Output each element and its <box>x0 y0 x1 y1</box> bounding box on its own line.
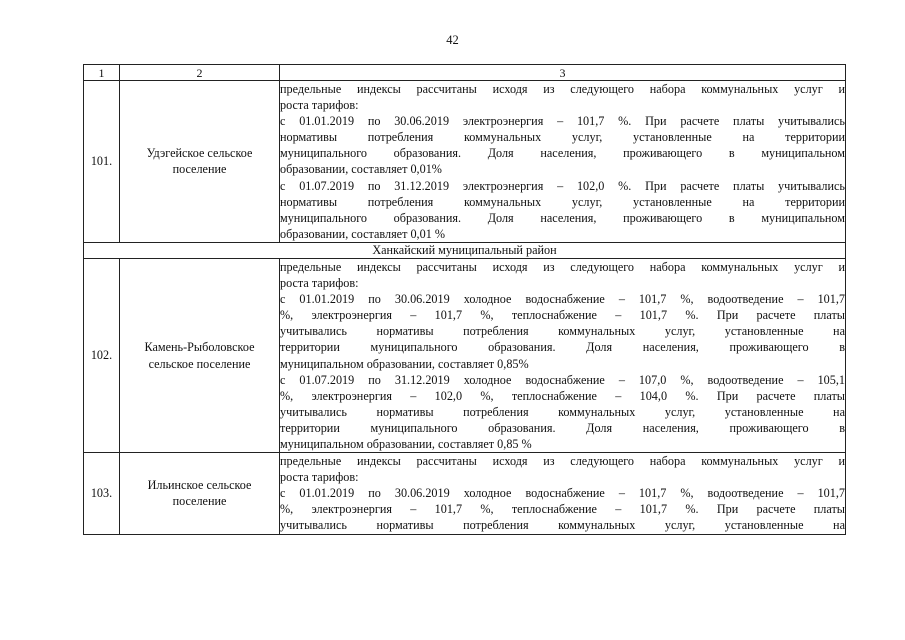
description-line: территории муниципального образования. Доля населения, проживающего в <box>280 420 845 435</box>
description-line: с 01.07.2019 по 31.12.2019 электроэнергия – 102,0 %. При расчете платы учитывались <box>280 178 845 193</box>
header-cell-2: 2 <box>120 65 280 81</box>
description-line: муниципального образования. Доля населения, проживающего в муниципальном <box>280 210 845 225</box>
district-name: Ханкайский муниципальный район <box>84 242 846 258</box>
settlement-name <box>120 258 280 452</box>
description-line: предельные индексы рассчитаны исходя из следующего набора коммунальных услуг и <box>280 82 845 96</box>
description-line: предельные индексы рассчитаны исходя из следующего набора коммунальных услуг и <box>280 454 845 469</box>
description-line: образовании, составляет 0,01% <box>280 162 442 177</box>
description-line: муниципального образования. Доля населения, проживающего в муниципальном <box>280 146 845 161</box>
description-line: нормативы потребления коммунальных услуг, установленные на территории <box>280 194 845 209</box>
settlement-name-line: сельское поселение <box>148 356 251 371</box>
settlement-name-line: Удэгейское сельское <box>146 146 253 161</box>
description-line: территории муниципального образования. Доля населения, проживающего в <box>280 340 845 355</box>
tariff-description <box>280 453 846 534</box>
description-line: образовании, составляет 0,01 % <box>280 226 445 241</box>
description-line: муниципальном образовании, составляет 0,85% <box>280 356 529 371</box>
district-row <box>84 242 846 258</box>
settlement-name-line: Камень-Рыболовское <box>144 340 255 355</box>
settlement-name <box>120 81 280 243</box>
description-line: с 01.01.2019 по 30.06.2019 холодное водоснабжение – 101,7 %, водоотведение – 101,7 <box>280 486 845 501</box>
tariff-description <box>280 81 846 243</box>
settlement-name-line: Ильинское сельское <box>147 478 252 493</box>
header-row <box>84 65 846 81</box>
settlement-name <box>120 453 280 534</box>
header-cell-3: 3 <box>280 65 846 81</box>
description-line: предельные индексы рассчитаны исходя из следующего набора коммунальных услуг и <box>280 259 845 274</box>
page-number: 42 <box>446 33 459 47</box>
description-line: %, электроэнергия – 101,7 %, теплоснабжение – 101,7 %. При расчете платы <box>280 502 845 517</box>
table-row <box>84 258 846 452</box>
description-line: роста тарифов: <box>280 276 359 291</box>
description-line: муниципальном образовании, составляет 0,85 % <box>280 436 532 451</box>
tariff-description <box>280 258 846 452</box>
description-line: учитывались нормативы потребления коммунальных услуг, установленные на <box>280 404 845 419</box>
table-body <box>84 65 846 535</box>
description-line: нормативы потребления коммунальных услуг, установленные на территории <box>280 130 845 145</box>
table-row <box>84 453 846 534</box>
description-line: роста тарифов: <box>280 98 359 113</box>
settlement-name-line: поселение <box>172 494 227 509</box>
settlement-name-line: поселение <box>172 162 227 177</box>
description-line: %, электроэнергия – 101,7 %, теплоснабжение – 101,7 %. При расчете платы <box>280 308 845 323</box>
description-line: роста тарифов: <box>280 470 359 485</box>
row-number: 101. <box>84 81 120 243</box>
row-number: 103. <box>84 453 120 534</box>
description-line: %, электроэнергия – 102,0 %, теплоснабжение – 104,0 %. При расчете платы <box>280 388 845 403</box>
table-row <box>84 81 846 243</box>
description-line: учитывались нормативы потребления коммунальных услуг, установленные на <box>280 518 845 533</box>
description-line: с 01.01.2019 по 30.06.2019 холодное водоснабжение – 101,7 %, водоотведение – 101,7 <box>280 292 845 307</box>
description-line: с 01.07.2019 по 31.12.2019 холодное водоснабжение – 107,0 %, водоотведение – 105,1 <box>280 372 845 387</box>
tariff-table <box>83 64 846 535</box>
header-cell-1: 1 <box>84 65 120 81</box>
row-number: 102. <box>84 258 120 452</box>
description-line: учитывались нормативы потребления коммунальных услуг, установленные на <box>280 324 845 339</box>
description-line: с 01.01.2019 по 30.06.2019 электроэнергия – 101,7 %. При расчете платы учитывались <box>280 114 845 129</box>
